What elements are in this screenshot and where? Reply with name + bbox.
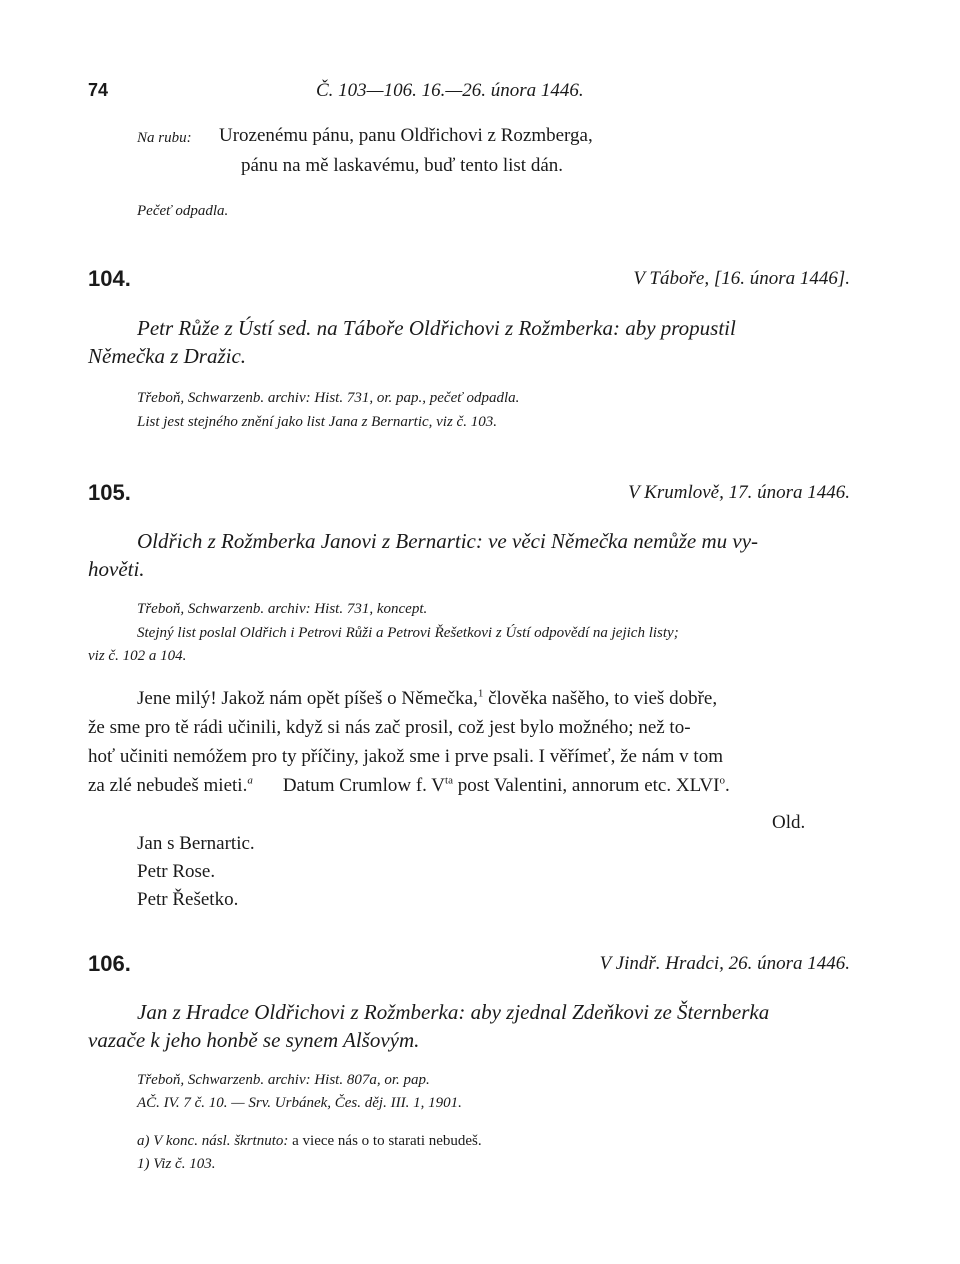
- address-line-2: pánu na mě laskavému, buď tento list dán.: [241, 155, 564, 176]
- doc-106-source: Třeboň, Schwarzenb. archiv: Hist. 807a, or. pap.: [137, 1072, 430, 1088]
- doc-105-summary-line-2: hověti.: [88, 557, 145, 581]
- doc-105-note-line-2: viz č. 102 a 104.: [88, 648, 187, 664]
- seal-note: Pečeť odpadla.: [137, 203, 229, 219]
- doc-106-place-date: V Jindř. Hradci, 26. února 1446.: [599, 953, 850, 974]
- doc-106-reference: AČ. IV. 7 č. 10. — Srv. Urbánek, Čes. děj. III. 1, 1901.: [137, 1095, 462, 1111]
- doc-105-source: Třeboň, Schwarzenb. archiv: Hist. 731, koncept.: [137, 601, 428, 617]
- doc-106-summary-line-1: Jan z Hradce Oldřichovi z Rožmberka: aby zjednal Zdeňkovi ze Šternberka: [137, 1000, 770, 1024]
- running-title: Č. 103—106. 16.—26. února 1446.: [316, 80, 584, 101]
- footnote-1: 1) Viz č. 103.: [137, 1156, 216, 1172]
- footnote-ref-a: a: [247, 774, 253, 787]
- doc-105-text-line-2: že sme pro tě rádi učinili, když si nás zač prosil, což jest bylo možného; než to-: [88, 717, 691, 738]
- doc-105-place-date: V Krumlově, 17. února 1446.: [628, 482, 850, 503]
- doc-104-source: Třeboň, Schwarzenb. archiv: Hist. 731, or. pap., pečeť odpadla.: [137, 390, 520, 406]
- doc-104-place-date: V Táboře, [16. února 1446].: [633, 268, 850, 289]
- doc-106-summary-line-2: vazače k jeho honbě se synem Alšovým.: [88, 1028, 420, 1052]
- doc-105-summary-line-1: Oldřich z Rožmberka Janovi z Bernartic: ve věci Němečka nemůže mu vy-: [137, 529, 759, 553]
- doc-105-text-line-3: hoť učiniti nemóžem pro ty příčiny, jakož sme i prve psali. I věřímeť, že nám v tom: [88, 746, 723, 767]
- footnote-ref-1: 1: [477, 687, 484, 700]
- na-rubu-label: Na rubu:: [137, 130, 192, 146]
- page-number: 74: [88, 80, 109, 100]
- doc-104-note: List jest stejného znění jako list Jana z Bernartic, viz č. 103.: [137, 414, 497, 430]
- doc-104-summary-line-2: Němečka z Dražic.: [88, 344, 247, 368]
- doc-104-number: 104.: [88, 266, 131, 291]
- doc-105-recipient-2: Petr Rose.: [137, 861, 216, 882]
- doc-105-text-line-4: za zlé nebudeš mieti.$^a$ Datum Crumlow f. $V^{ta}$ post Valentini, annorum etc. XLVI$^o$.: [88, 774, 730, 796]
- doc-105-text-line-1: Jene milý! Jakož nám opět píšeš o Němečka,$^1$ člověka našěho, to vieš dobře,: [137, 687, 718, 709]
- address-line-1: Urozenému pánu, panu Oldřichovi z Rozmberga,: [219, 125, 593, 146]
- doc-105-recipient-1: Jan s Bernartic.: [137, 833, 255, 854]
- doc-104-summary-line-1: Petr Růže z Ústí sed. na Táboře Oldřichovi z Rožmberka: aby propustil: [137, 316, 736, 340]
- doc-105-note-line-1: Stejný list poslal Oldřich i Petrovi Růži a Petrovi Řešetkovi z Ústí odpovědí na jejich listy;: [137, 625, 679, 641]
- doc-105-number: 105.: [88, 480, 131, 505]
- doc-105-recipient-3: Petr Řešetko.: [137, 889, 239, 910]
- footnote-a: a) V konc. násl. škrtnuto: a viece nás o to starati nebudeš.: [137, 1133, 482, 1149]
- doc-106-number: 106.: [88, 951, 131, 976]
- doc-105-signature: Old.: [772, 812, 806, 833]
